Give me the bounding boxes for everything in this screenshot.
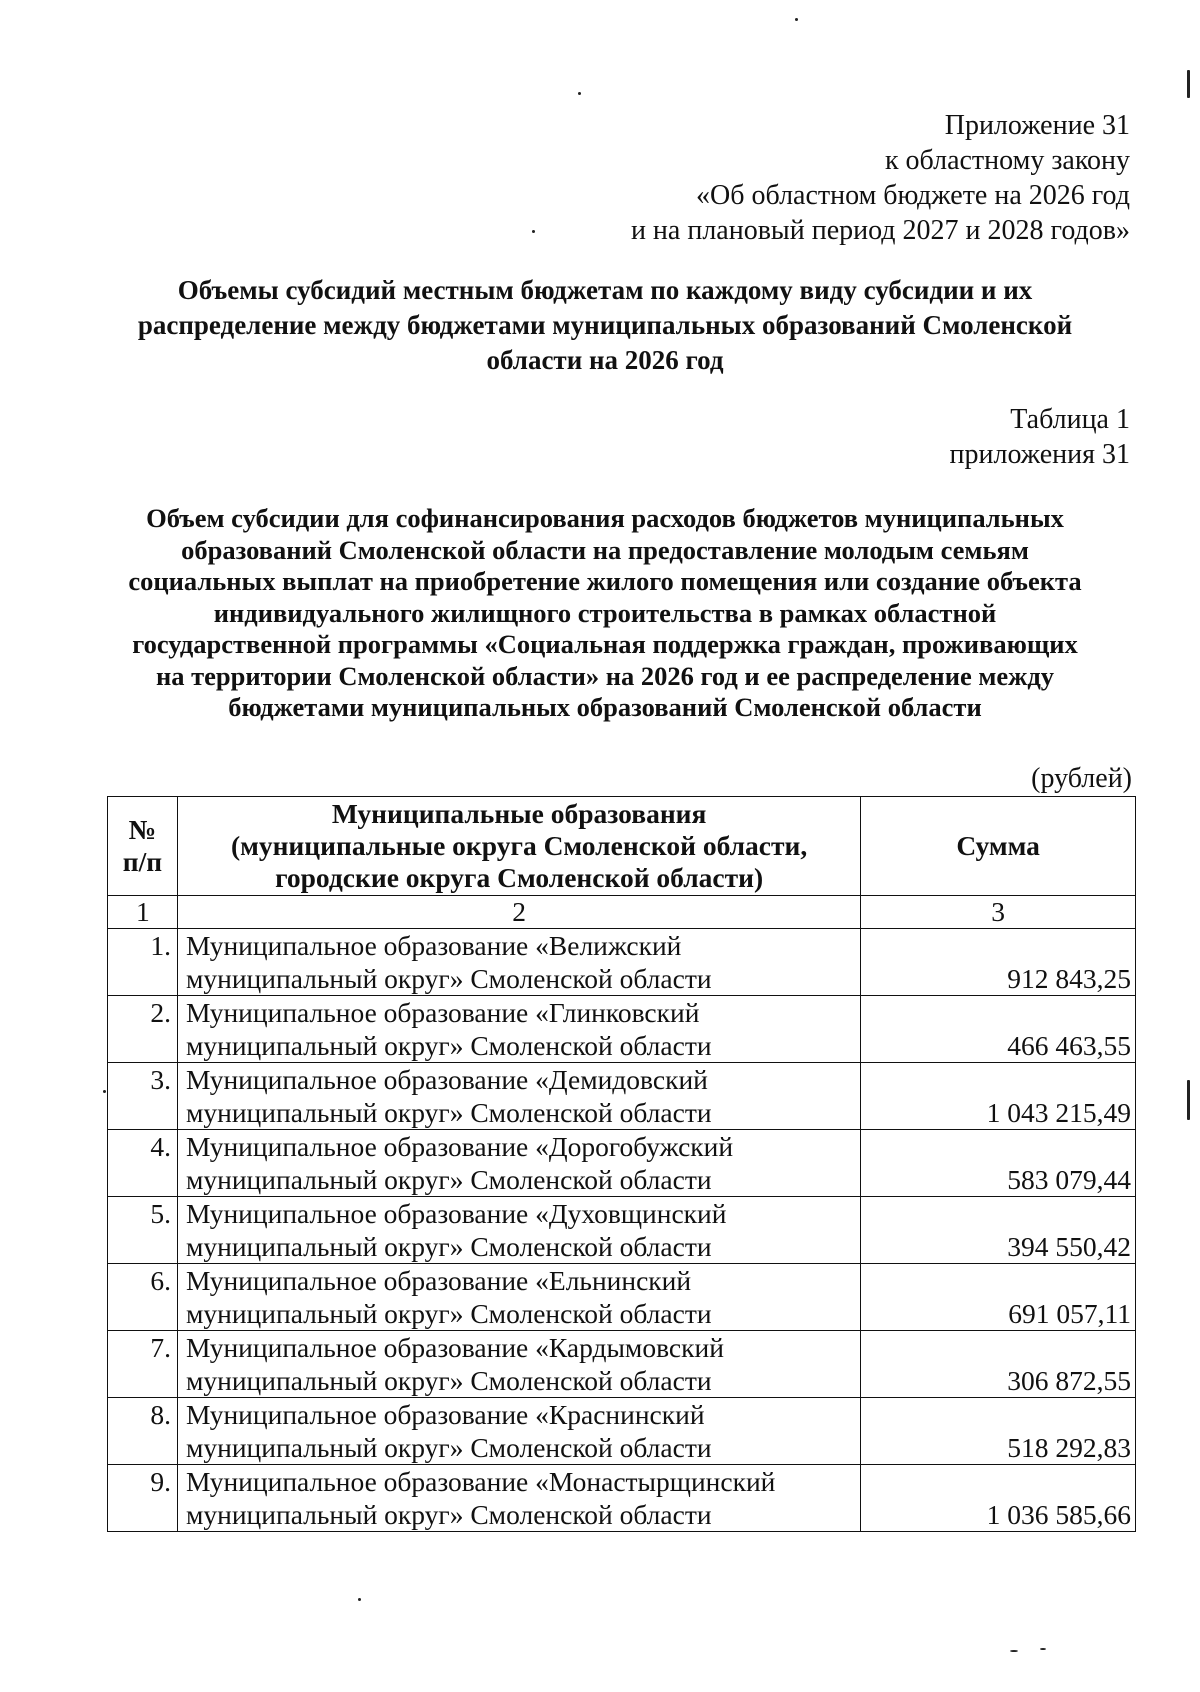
annex-line: Приложение 31 bbox=[944, 110, 1130, 141]
table-label bbox=[950, 402, 1131, 472]
table-title-line: социальных выплат на приобретение жилого помещения или создание объекта bbox=[128, 566, 1082, 596]
main-title-line: Объемы субсидий местным бюджетам по каждому виду субсидии и их bbox=[177, 275, 1033, 305]
municipality-name-line: муниципальный округ» Смоленской области bbox=[185, 1097, 712, 1128]
table-row bbox=[108, 1264, 1136, 1331]
municipality-name-line: муниципальный округ» Смоленской области bbox=[185, 1432, 712, 1463]
header-number-line: № bbox=[128, 814, 157, 845]
row-number: 5. bbox=[108, 1197, 178, 1264]
table-row bbox=[108, 1197, 1136, 1264]
table-title-line: на территории Смоленской области» на 2026 год и ее распределение между bbox=[155, 660, 1055, 691]
scan-edge-mark bbox=[1187, 70, 1190, 98]
table-label-line: приложения 31 bbox=[949, 439, 1130, 470]
table-row bbox=[108, 996, 1136, 1063]
units-label: (рублей) bbox=[1031, 763, 1132, 794]
subsidy-sum: 583 079,44 bbox=[861, 1130, 1136, 1197]
header-number-line: п/п bbox=[122, 846, 163, 877]
subsidy-sum: 912 843,25 bbox=[861, 929, 1136, 996]
table-row bbox=[108, 1063, 1136, 1130]
row-number: 2. bbox=[108, 996, 178, 1063]
row-number: 4. bbox=[108, 1130, 178, 1197]
annex-heading bbox=[631, 108, 1130, 248]
scan-speck bbox=[1010, 1650, 1018, 1652]
annex-line: и на плановый период 2027 и 2028 годов» bbox=[630, 215, 1130, 246]
row-number: 6. bbox=[108, 1264, 178, 1331]
scan-speck bbox=[103, 1090, 106, 1093]
table-header-row bbox=[108, 797, 1136, 896]
scan-speck bbox=[795, 18, 798, 21]
subsidy-sum: 518 292,83 bbox=[861, 1398, 1136, 1465]
municipality-name-line: Муниципальное образование «Монастырщинский bbox=[185, 1466, 776, 1497]
column-number-row bbox=[108, 896, 1136, 929]
annex-line: к областному закону bbox=[884, 145, 1130, 176]
municipality-name-line: Муниципальное образование «Кардымовский bbox=[185, 1332, 724, 1363]
main-title-line: области на 2026 год bbox=[486, 345, 724, 375]
table-title-line: индивидуального жилищного строительства в рамках областной bbox=[213, 597, 997, 628]
header-sum: Сумма bbox=[861, 797, 1136, 896]
municipality-name bbox=[177, 1130, 860, 1197]
table-row bbox=[108, 1130, 1136, 1197]
row-number: 8. bbox=[108, 1398, 178, 1465]
column-number: 1 bbox=[108, 896, 178, 929]
header-municipality bbox=[177, 797, 860, 896]
table-title-line: образований Смоленской области на предоставление молодым семьям bbox=[181, 534, 1029, 565]
municipality-name bbox=[177, 1331, 860, 1398]
row-number: 9. bbox=[108, 1465, 178, 1532]
table-label-line: Таблица 1 bbox=[1010, 404, 1130, 435]
header-municipality-line: городские округа Смоленской области) bbox=[275, 862, 764, 893]
annex-line: «Об областном бюджете на 2026 год bbox=[696, 180, 1130, 211]
municipality-name-line: Муниципальное образование «Глинковский bbox=[185, 997, 700, 1028]
subsidy-sum: 1 043 215,49 bbox=[861, 1063, 1136, 1130]
municipality-name bbox=[177, 929, 860, 996]
scan-speck bbox=[578, 92, 581, 95]
municipality-name bbox=[177, 1398, 860, 1465]
municipality-name-line: муниципальный округ» Смоленской области bbox=[185, 1231, 712, 1262]
table-row bbox=[108, 1398, 1136, 1465]
table-title bbox=[100, 503, 1110, 724]
table-title-line: бюджетами муниципальных образований Смоленской области bbox=[228, 692, 982, 722]
main-title bbox=[110, 273, 1100, 378]
municipality-name bbox=[177, 1264, 860, 1331]
municipality-name bbox=[177, 1197, 860, 1264]
table-row bbox=[108, 1331, 1136, 1398]
municipality-name-line: муниципальный округ» Смоленской области bbox=[185, 963, 712, 994]
municipality-name-line: Муниципальное образование «Ельнинский bbox=[185, 1265, 692, 1296]
subsidy-sum: 691 057,11 bbox=[861, 1264, 1136, 1331]
municipality-name bbox=[177, 1063, 860, 1130]
municipality-name-line: муниципальный округ» Смоленской области bbox=[185, 1365, 712, 1396]
municipality-name-line: муниципальный округ» Смоленской области bbox=[185, 1298, 712, 1329]
header-municipality-line: Муниципальные образования bbox=[331, 798, 707, 829]
scan-speck bbox=[1040, 1648, 1046, 1650]
subsidy-sum: 466 463,55 bbox=[861, 996, 1136, 1063]
header-number bbox=[108, 797, 178, 896]
municipality-name bbox=[177, 996, 860, 1063]
municipality-name-line: муниципальный округ» Смоленской области bbox=[185, 1030, 712, 1061]
header-municipality-line: (муниципальные округа Смоленской области, bbox=[230, 830, 808, 861]
main-title-line: распределение между бюджетами муниципальных образований Смоленской bbox=[137, 310, 1073, 340]
municipality-name-line: Муниципальное образование «Дорогобужский bbox=[185, 1131, 734, 1162]
subsidy-sum: 306 872,55 bbox=[861, 1331, 1136, 1398]
subsidy-sum: 394 550,42 bbox=[861, 1197, 1136, 1264]
municipality-name bbox=[177, 1465, 860, 1532]
subsidy-table bbox=[107, 796, 1136, 1532]
table-title-line: Объем субсидии для софинансирования расходов бюджетов муниципальных bbox=[146, 503, 1064, 533]
municipality-name-line: Муниципальное образование «Краснинский bbox=[185, 1399, 705, 1430]
row-number: 1. bbox=[108, 929, 178, 996]
municipality-name-line: муниципальный округ» Смоленской области bbox=[185, 1164, 712, 1195]
table-row bbox=[108, 1465, 1136, 1532]
scan-edge-mark bbox=[1187, 1080, 1190, 1120]
subsidy-sum: 1 036 585,66 bbox=[861, 1465, 1136, 1532]
row-number: 3. bbox=[108, 1063, 178, 1130]
table-title-line: государственной программы «Социальная поддержка граждан, проживающих bbox=[132, 629, 1078, 659]
row-number: 7. bbox=[108, 1331, 178, 1398]
column-number: 3 bbox=[861, 896, 1136, 929]
column-number: 2 bbox=[177, 896, 860, 929]
table-row bbox=[108, 929, 1136, 996]
municipality-name-line: Муниципальное образование «Демидовский bbox=[185, 1064, 708, 1095]
scan-speck bbox=[532, 230, 535, 233]
municipality-name-line: Муниципальное образование «Духовщинский bbox=[185, 1198, 727, 1229]
municipality-name-line: Муниципальное образование «Велижский bbox=[185, 930, 682, 961]
municipality-name-line: муниципальный округ» Смоленской области bbox=[185, 1499, 712, 1530]
scan-speck bbox=[358, 1598, 361, 1601]
